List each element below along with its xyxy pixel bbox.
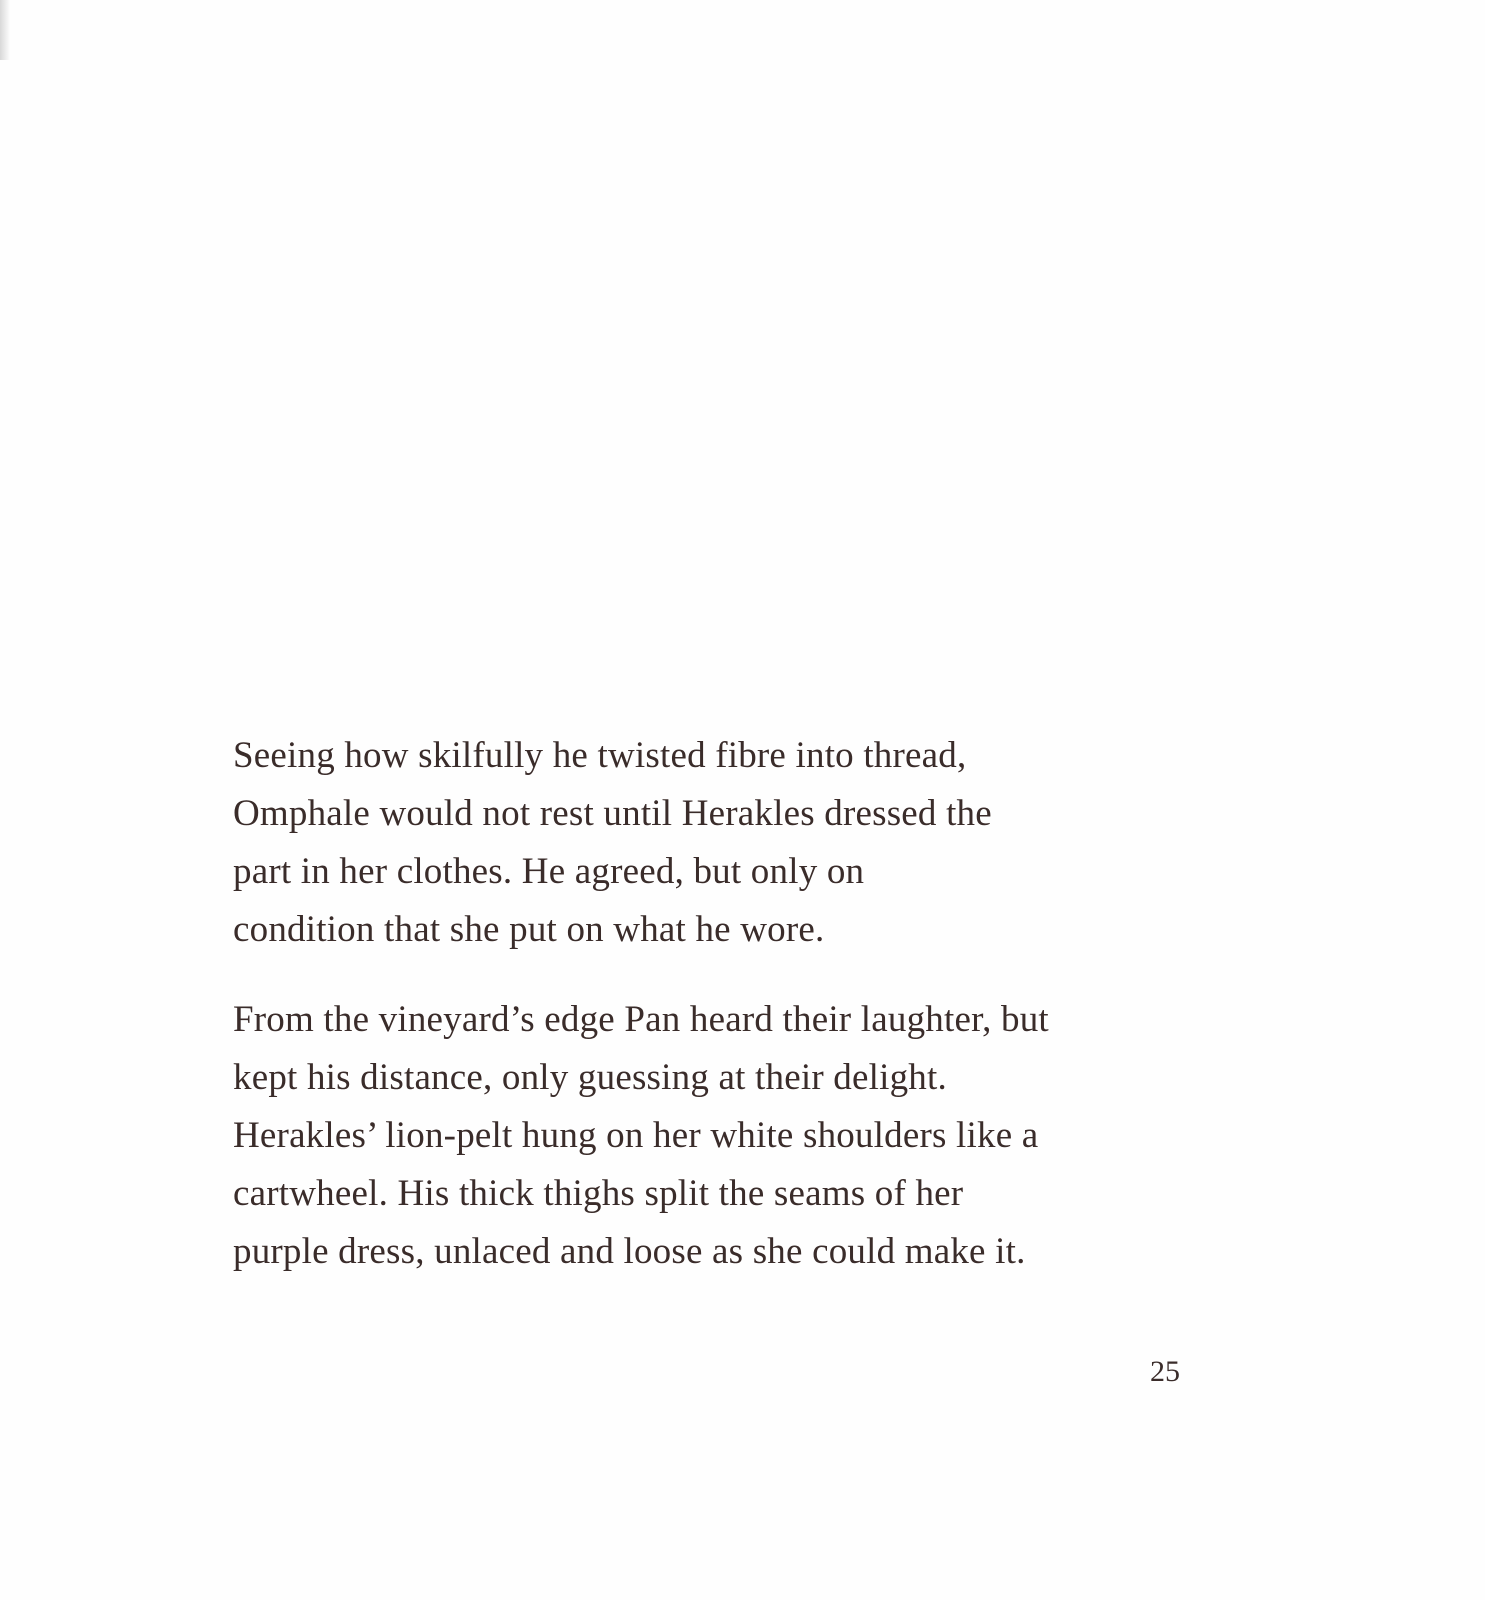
paragraph-2 bbox=[233, 991, 1193, 1281]
text-line: Herakles’ lion-pelt hung on her white shoulders like a bbox=[233, 1115, 1039, 1156]
text-line: condition that she put on what he wore. bbox=[233, 909, 825, 950]
text-line: cartwheel. His thick thighs split the seams of her bbox=[233, 1173, 964, 1214]
text-line: part in her clothes. He agreed, but only on bbox=[233, 851, 865, 892]
text-line: purple dress, unlaced and loose as she could make it. bbox=[233, 1231, 1026, 1272]
page-number: 25 bbox=[1150, 1355, 1180, 1388]
body-text bbox=[233, 727, 1193, 1281]
text-line: Omphale would not rest until Herakles dressed the bbox=[233, 793, 992, 834]
page-edge-shadow bbox=[0, 0, 10, 60]
text-line: kept his distance, only guessing at their delight. bbox=[233, 1057, 947, 1098]
text-line: From the vineyard’s edge Pan heard their laughter, but bbox=[233, 999, 1049, 1040]
paragraph-1 bbox=[233, 727, 1193, 959]
text-line: Seeing how skilfully he twisted fibre into thread, bbox=[233, 735, 967, 776]
